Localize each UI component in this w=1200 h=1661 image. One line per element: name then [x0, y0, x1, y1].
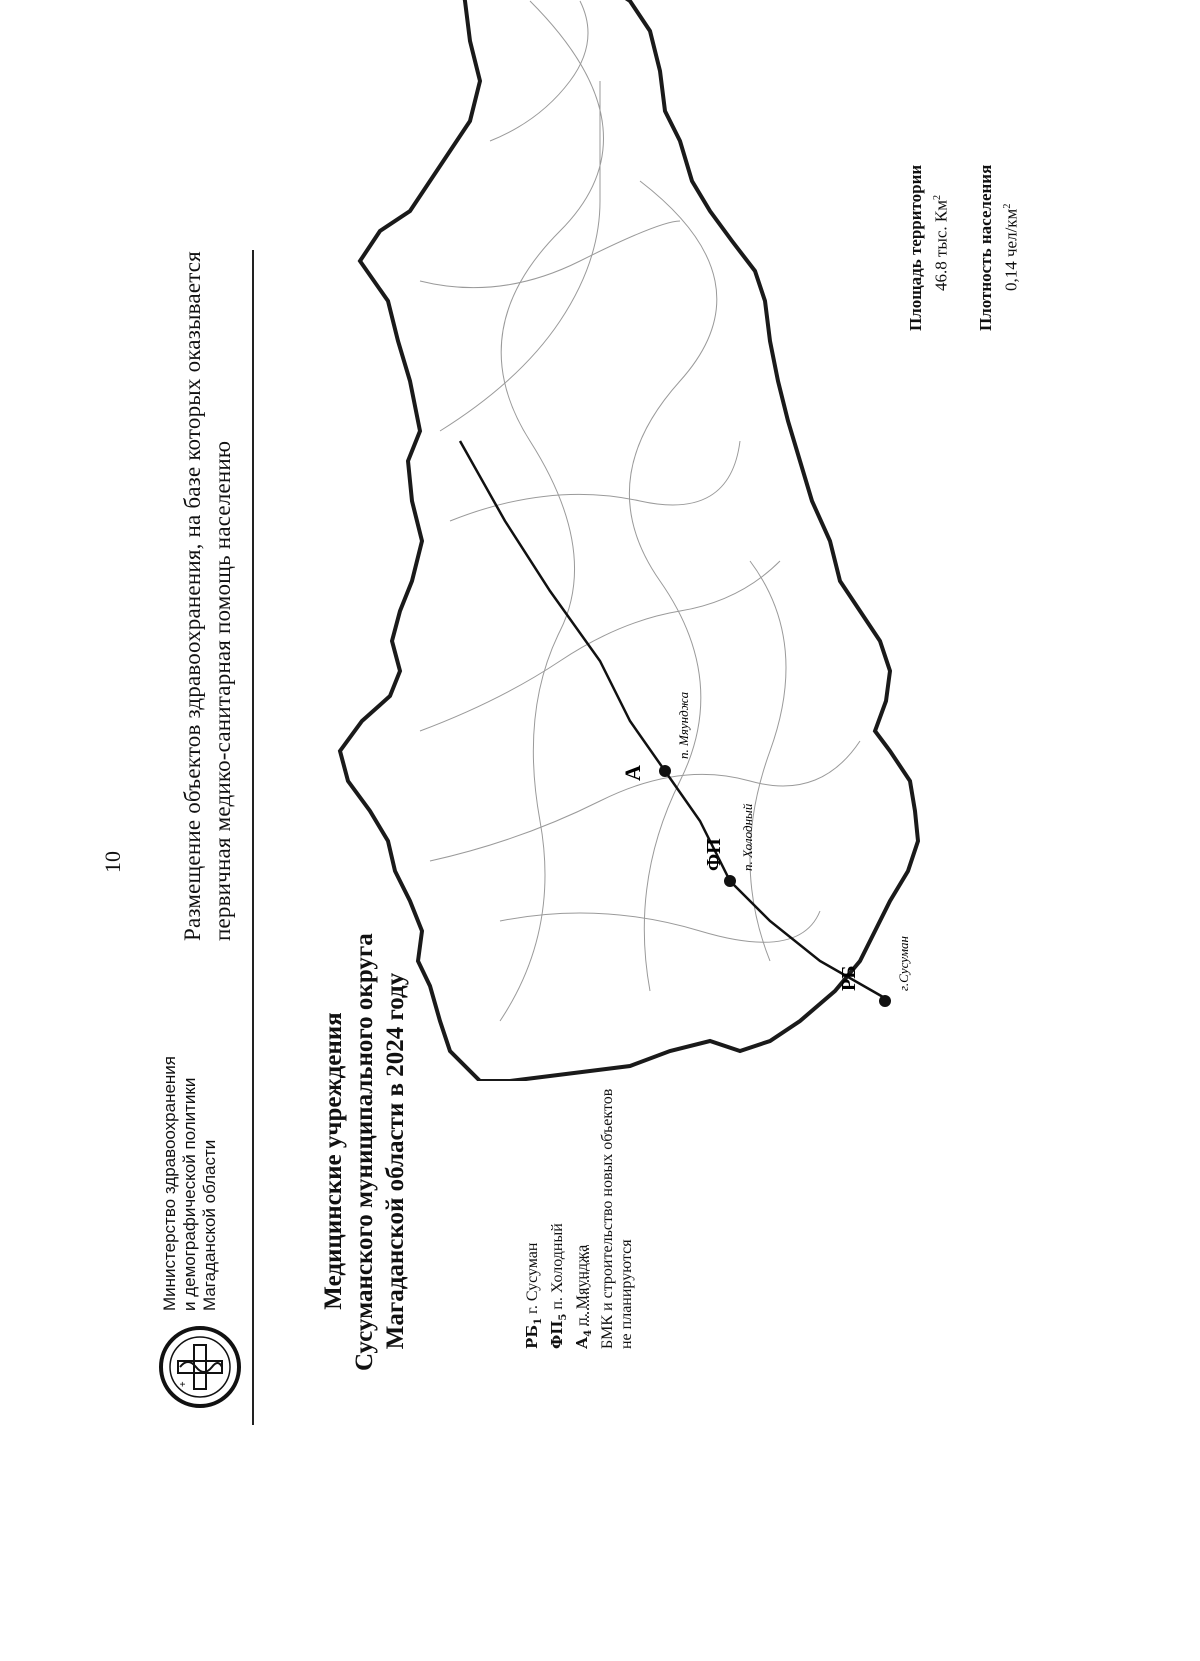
hospital-symbol: $РБ_1$ [523, 1317, 544, 1349]
ministry-line-1: Министерство здравоохранения [160, 1056, 179, 1311]
district-map-svg [300, 0, 960, 1081]
header-divider [252, 250, 254, 1425]
map-symbol-a: А [620, 765, 645, 781]
map-symbol-fp: ФП [703, 838, 725, 871]
legend-item-label: п. Мяунджа [574, 1244, 591, 1326]
title-line-3: Магаданской области в 2024 году [382, 972, 409, 1350]
marker-susuman [838, 936, 911, 1007]
density-label: Плотность населения [975, 164, 995, 331]
legend-item-label: п. Холодный [549, 1223, 566, 1310]
title-line-1: Медицинские учреждения [320, 1012, 347, 1310]
ministry-line-2: и демографической политики [180, 1077, 199, 1311]
headline-line-2: первичная медико-санитарная помощь населению [210, 440, 235, 941]
district-stats [905, 1, 1022, 331]
svg-text:+: + [178, 1381, 189, 1387]
area-label: Площадь территории [906, 164, 925, 331]
feldsher-post-symbol: $ФП_5$ [548, 1313, 569, 1349]
marker-kholodny [703, 803, 755, 887]
legend-note-line-1: БМК и строительство новых объектов [599, 1088, 616, 1349]
district-map [300, 0, 960, 1081]
marker-myaundzha [620, 691, 691, 781]
rivers [420, 1, 860, 1021]
area-value: 46.8 тыс. $Км^2$ [931, 195, 951, 291]
page-number: 10 [100, 851, 125, 873]
district-boundary [340, 0, 918, 1081]
legend-note-line-2: не планируются [618, 1239, 635, 1349]
map-label-myaundzha: п. Мяунджа [676, 691, 691, 759]
map-symbol-rb: РБ [838, 965, 860, 991]
legend-item-label: г. Сусуман [524, 1242, 541, 1314]
density-value: 0,14 чел/$км^2$ [1001, 203, 1021, 291]
map-label-susuman: г.Сусуман [896, 936, 911, 991]
title-line-2: Сусуманского муниципального округа [351, 933, 378, 1371]
page-headline [178, 181, 238, 941]
ministry-line-3: Магаданской области [200, 1139, 219, 1311]
headline-line-1: Размещение объектов здравоохранения, на базе которых оказывается [180, 251, 205, 941]
ministry-name [160, 951, 220, 1311]
ministry-emblem-icon [158, 1325, 242, 1409]
ambulatory-symbol: $А_4$ [573, 1329, 594, 1349]
map-label-kholodny: п. Холодный [740, 803, 755, 871]
